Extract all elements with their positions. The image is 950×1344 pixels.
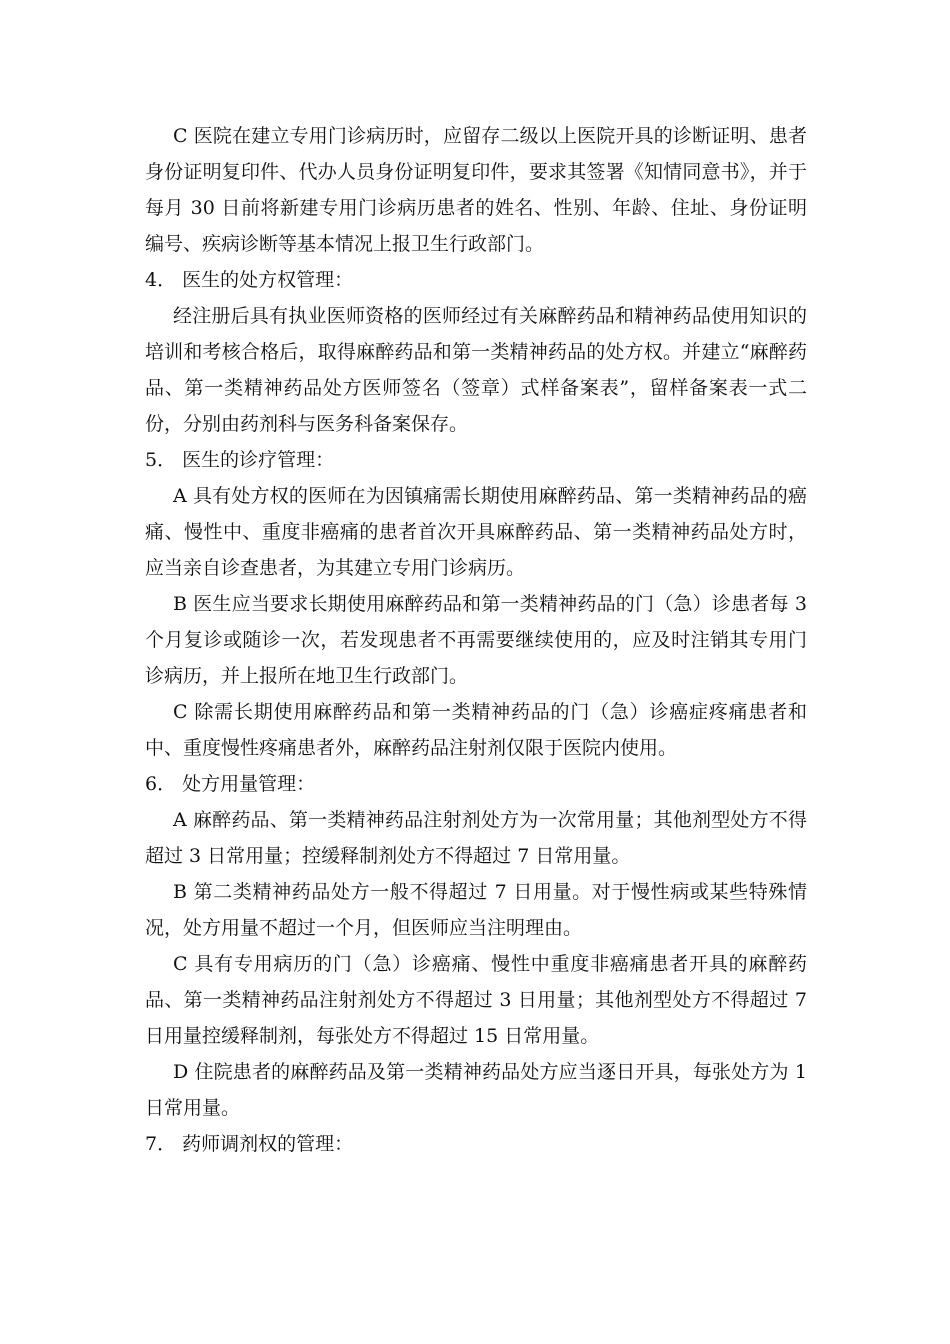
paragraph-dosage-d: D 住院患者的麻醉药品及第一类精神药品处方应当逐日开具，每张处方为 1 日常用量。 (145, 1061, 807, 1119)
paragraph-diagnosis-a: A 具有处方权的医师在为因镇痛需长期使用麻醉药品、第一类精神药品的癌痛、慢性中、重度非癌痛的患者首次开具麻醉药品、第一类精神药品处方时，应当亲自诊查患者，为其建立专用门诊病历。 (145, 485, 807, 579)
section-heading-prescription-rights: 4． 医生的处方权管理： (145, 269, 354, 291)
section-heading-pharmacist-dispensing: 7． 药师调剂权的管理： (145, 1133, 354, 1155)
paragraph-dosage-c: C 具有专用病历的门（急）诊癌痛、慢性中重度非癌痛患者开具的麻醉药品、第一类精神药品注射剂处方不得超过 3 日用量；其他剂型处方不得超过 7 日用量控缓释制剂，每张处方不得超过 15 日常用量。 (145, 953, 807, 1047)
paragraph-prescription-rights: 经注册后具有执业医师资格的医师经过有关麻醉药品和精神药品使用知识的培训和考核合格后，取得麻醉药品和第一类精神药品的处方权。并建立“麻醉药品、第一类精神药品处方医师签名（签章）式样备案表”，留样备案表一式二份，分别由药剂科与医务科备案保存。 (145, 305, 807, 435)
section-heading-dosage-management: 6． 处方用量管理： (145, 773, 316, 795)
document-body (145, 118, 807, 1162)
section-heading-diagnosis-management: 5． 医生的诊疗管理： (145, 449, 335, 471)
paragraph-dosage-a: A 麻醉药品、第一类精神药品注射剂处方为一次常用量；其他剂型处方不得超过 3 日常用量；控缓释制剂处方不得超过 7 日常用量。 (145, 809, 807, 867)
paragraph-diagnosis-b: B 医生应当要求长期使用麻醉药品和第一类精神药品的门（急）诊患者每 3 个月复诊或随诊一次，若发现患者不再需要继续使用的，应及时注销其专用门诊病历，并上报所在地卫生行政部门。 (145, 593, 807, 687)
paragraph-hospital-records: C 医院在建立专用门诊病历时，应留存二级以上医院开具的诊断证明、患者身份证明复印件、代办人员身份证明复印件，要求其签署《知情同意书》，并于每月 30 日前将新建专用门诊病历患者的姓名、性别、年龄、住址、身份证明编号、疾病诊断等基本情况上报卫生行政部门。 (145, 125, 807, 255)
paragraph-diagnosis-c: C 除需长期使用麻醉药品和第一类精神药品的门（急）诊癌症疼痛患者和中、重度慢性疼痛患者外，麻醉药品注射剂仅限于医院内使用。 (145, 701, 807, 759)
paragraph-dosage-b: B 第二类精神药品处方一般不得超过 7 日用量。对于慢性病或某些特殊情况，处方用量不超过一个月，但医师应当注明理由。 (145, 881, 807, 939)
